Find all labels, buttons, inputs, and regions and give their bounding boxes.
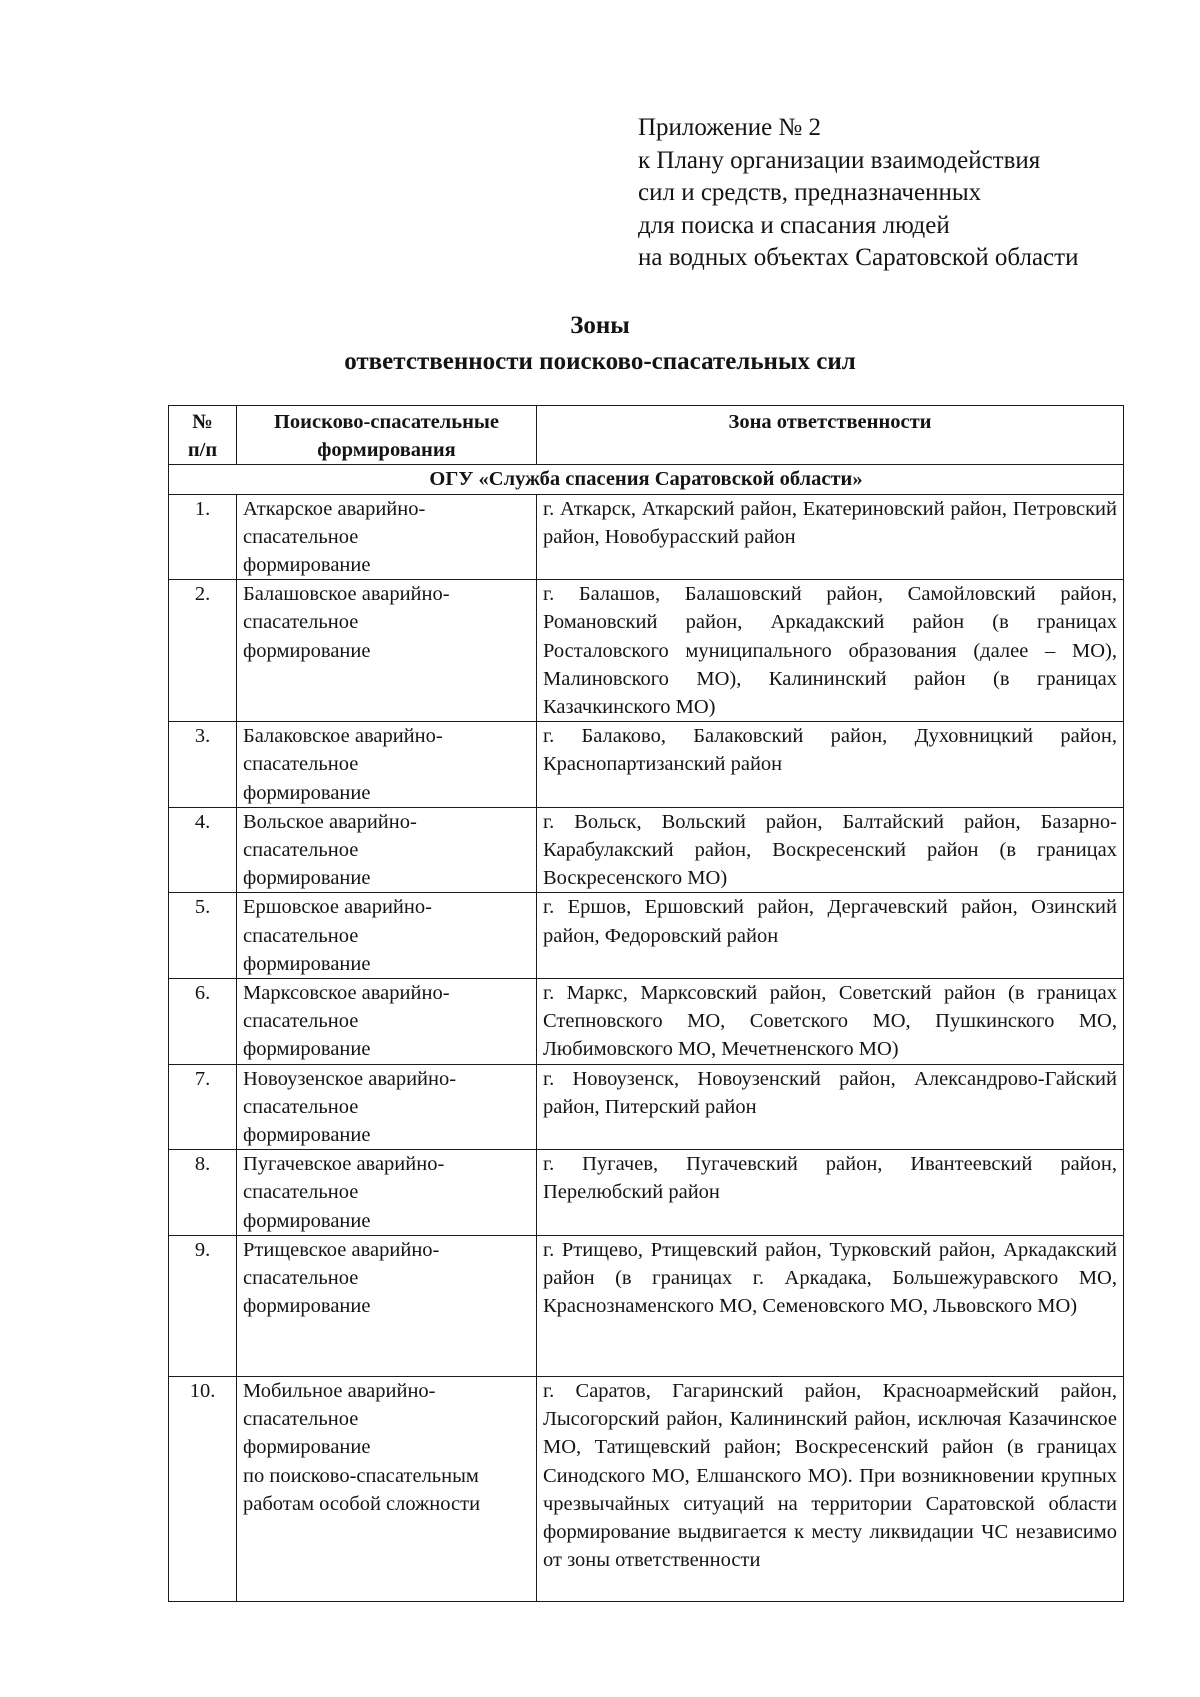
table-row [169, 494, 1124, 580]
unit-line: Аткарское аварийно- [243, 497, 426, 520]
title-line-1: Зоны [570, 312, 630, 339]
header-number-line1: № [192, 411, 213, 433]
row-number: 3. [169, 722, 237, 808]
row-unit [237, 1235, 537, 1376]
table-row [169, 1150, 1124, 1236]
unit-line: спасательное [243, 753, 359, 776]
unit-line: спасательное [243, 839, 359, 862]
table-row [169, 893, 1124, 979]
document-title [0, 308, 1200, 380]
header-zone: Зона ответственности [537, 406, 1124, 465]
row-number: 10. [169, 1376, 237, 1601]
appendix-line: Приложение № 2 [638, 114, 822, 141]
unit-line: формирование [243, 554, 371, 577]
row-zone: г. Вольск, Вольский район, Балтайский район, Базарно-Карабулакский район, Воскресенский район (в границах Воскресенского МО) [537, 807, 1124, 893]
zones-table [168, 405, 1124, 1602]
appendix-line: для поиска и спасания людей [638, 211, 950, 239]
unit-line: работам особой сложности [243, 1492, 481, 1515]
unit-line: формирование [243, 1295, 371, 1318]
row-unit [237, 580, 537, 722]
header-unit-line1: Поисково-спасательные [273, 411, 500, 433]
unit-line: спасательное [243, 1095, 359, 1118]
row-unit [237, 722, 537, 808]
row-zone: г. Ртищево, Ртищевский район, Турковский район, Аркадакский район (в границах г. Аркадака, Большежуравского МО, Краснознаменского МО, Семеновского МО, Львовского МО) [537, 1235, 1124, 1376]
header-number [169, 406, 237, 465]
table-row [169, 807, 1124, 893]
unit-line: Балашовское аварийно- [243, 583, 450, 606]
row-unit [237, 893, 537, 979]
unit-line: Пугачевское аварийно- [243, 1153, 445, 1176]
unit-line: Новоузенское аварийно- [243, 1067, 457, 1090]
row-unit [237, 807, 537, 893]
unit-line: формирование [243, 1124, 371, 1147]
table-row [169, 580, 1124, 722]
unit-line: Ртищевское аварийно- [243, 1238, 440, 1261]
unit-line: Ершовское аварийно- [243, 896, 432, 919]
table-row [169, 1064, 1124, 1150]
row-number: 2. [169, 580, 237, 722]
table-header-row [169, 406, 1124, 465]
unit-line: Балаковское аварийно- [243, 725, 443, 748]
row-unit [237, 1376, 537, 1601]
unit-line: формирование [243, 781, 371, 804]
unit-line: спасательное [243, 1010, 359, 1033]
row-zone: г. Маркс, Марксовский район, Советский район (в границах Степновского МО, Советского МО, Пушкинского МО, Любимовского МО, Мечетненского МО) [537, 979, 1124, 1065]
row-number: 9. [169, 1235, 237, 1376]
unit-line: спасательное [243, 611, 359, 634]
row-unit [237, 1150, 537, 1236]
row-number: 1. [169, 494, 237, 580]
unit-line: Мобильное аварийно- [243, 1379, 436, 1402]
unit-line: формирование [243, 1038, 371, 1061]
unit-line: формирование [243, 952, 371, 975]
row-zone: г. Аткарск, Аткарский район, Екатериновский район, Петровский район, Новобурасский район [537, 494, 1124, 580]
section-title: ОГУ «Служба спасения Саратовской области» [169, 465, 1124, 494]
section-row [169, 465, 1124, 494]
unit-line: спасательное [243, 1267, 359, 1290]
table-row [169, 722, 1124, 808]
unit-line: формирование [243, 639, 371, 662]
row-unit [237, 1064, 537, 1150]
unit-line: спасательное [243, 1408, 359, 1431]
table-row [169, 1235, 1124, 1376]
appendix-line: сил и средств, предназначенных [638, 179, 982, 206]
table-row [169, 979, 1124, 1065]
row-unit [237, 979, 537, 1065]
row-zone: г. Пугачев, Пугачевский район, Ивантеевский район, Перелюбский район [537, 1150, 1124, 1236]
unit-line: спасательное [243, 1181, 359, 1204]
row-zone: г. Новоузенск, Новоузенский район, Александрово-Гайский район, Питерский район [537, 1064, 1124, 1150]
unit-line: Марксовское аварийно- [243, 982, 450, 1005]
row-zone: г. Балашов, Балашовский район, Самойловский район, Романовский район, Аркадакский район (в границах Росталовского муниципального образования (далее – МО), Малиновского МО), Калининский район (в границах Казачкинского МО) [537, 580, 1124, 722]
row-number: 6. [169, 979, 237, 1065]
row-zone: г. Балаково, Балаковский район, Духовницкий район, Краснопартизанский район [537, 722, 1124, 808]
row-number: 8. [169, 1150, 237, 1236]
row-unit [237, 494, 537, 580]
row-number: 7. [169, 1064, 237, 1150]
header-unit-line2: формирования [317, 439, 456, 462]
header-number-line2: п/п [187, 439, 218, 462]
row-number: 5. [169, 893, 237, 979]
table-row [169, 1376, 1124, 1601]
row-zone: г. Саратов, Гагаринский район, Красноармейский район, Лысогорский район, Калининский район, исключая Казачинское МО, Татищевский район; Воскресенский район (в границах Синодского МО, Елшанского МО). При возникновении крупных чрезвычайных ситуаций на территории Саратовской области формирование выдвигается к месту ликвидации ЧС независимо от зоны ответственности [537, 1376, 1124, 1601]
appendix-line: к Плану организации взаимодействия [638, 146, 1041, 174]
unit-line: спасательное [243, 924, 359, 947]
unit-line: формирование [243, 867, 371, 890]
unit-line: Вольское аварийно- [243, 810, 417, 833]
row-zone: г. Ершов, Ершовский район, Дергачевский район, Озинский район, Федоровский район [537, 893, 1124, 979]
unit-line: формирование [243, 1209, 371, 1232]
unit-line: формирование [243, 1436, 371, 1459]
unit-line: спасательное [243, 525, 359, 548]
row-number: 4. [169, 807, 237, 893]
unit-line: по поисково-спасательным [243, 1464, 479, 1487]
title-line-2: ответственности поисково-спасательных сил [344, 348, 856, 375]
header-unit [237, 406, 537, 465]
appendix-block [638, 112, 1158, 275]
appendix-line: на водных объектах Саратовской области [638, 244, 1079, 271]
